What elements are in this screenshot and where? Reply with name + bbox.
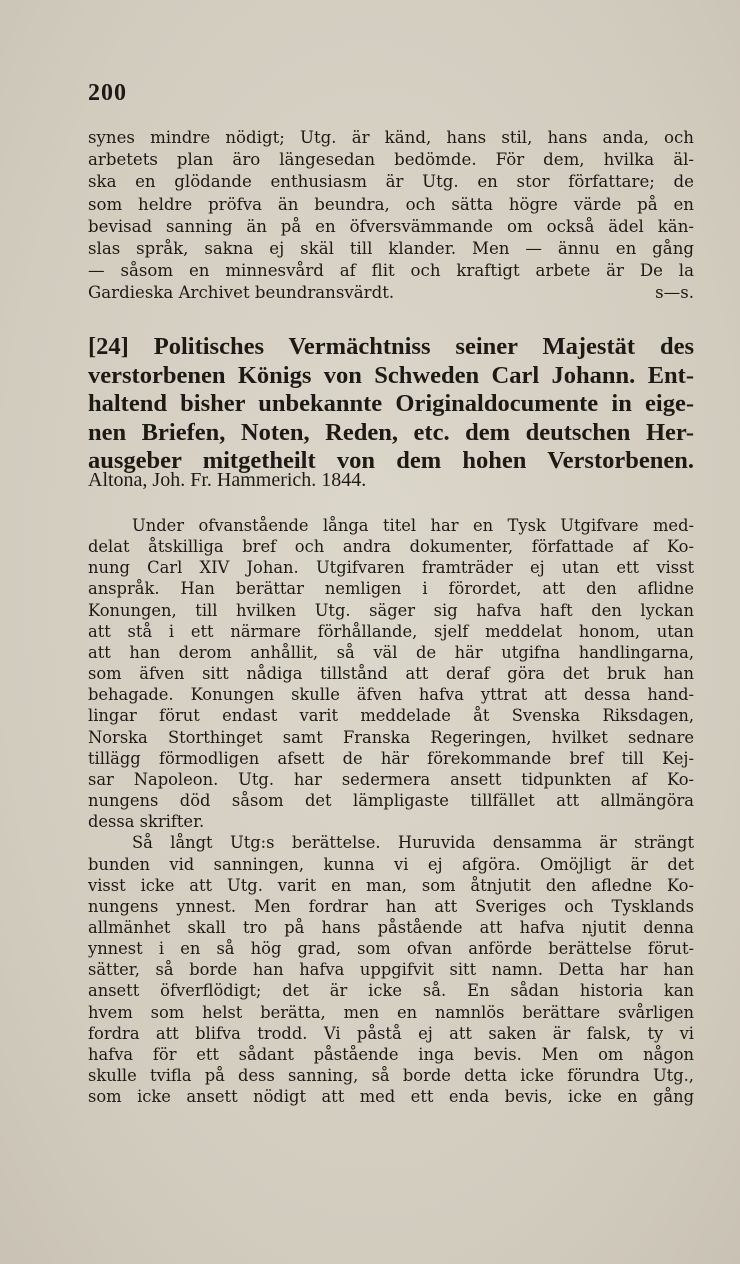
body-line: ynnest i en så hög grad, som ofvan anförde berättelse förut- [88, 939, 694, 959]
body-line: delat åtskilliga bref och andra dokumenter, författade af Ko- [88, 537, 694, 557]
imprint-line: Altona, Joh. Fr. Hammerich. 1844. [88, 469, 367, 491]
heading-line: verstorbenen Königs von Schweden Carl Johann. Ent- [88, 361, 694, 389]
review-line: synes mindre nödigt; Utg. är känd, hans stil, hans anda, och [88, 128, 694, 147]
body-line: nung Carl XIV Johan. Utgifvaren framträder ej utan ett visst [88, 558, 694, 578]
body-line: som äfven sitt nådiga tillstånd att deraf göra det bruk han [88, 664, 694, 684]
heading-line: [24] Politisches Vermächtniss seiner Majestät des [88, 333, 694, 360]
review-line: arbetets plan äro längesedan bedömde. För dem, hvilka äl- [88, 150, 694, 170]
body-line: Så långt Utg:s berättelse. Huruvida densamma är strängt [132, 833, 694, 853]
body-line: allmänhet skall tro på hans påstående att hafva njutit denna [88, 917, 694, 937]
body-line: hafva för ett sådant påstående inga bevis. Men om någon [88, 1044, 694, 1064]
body-line: Under ofvanstående långa titel har en Tysk Utgifvare med- [132, 516, 694, 535]
review-signature: s—s. [655, 283, 694, 303]
body-line: Norska Storthinget samt Franska Regeringen, hvilket sednare [88, 727, 694, 747]
review-line: ska en glödande enthusiasm är Utg. en stor författare; de [88, 172, 694, 192]
review-line: slas språk, sakna ej skäl till klander. Men — ännu en gång [88, 239, 694, 259]
heading-line: haltend bisher unbekannte Originaldocumente in eige- [88, 390, 694, 418]
review-continuation [88, 127, 694, 305]
entry-heading [88, 333, 694, 476]
review-line: bevisad sanning än på en öfversvämmande om också ädel kän- [88, 216, 694, 236]
body-line: sätter, så borde han hafva uppgifvit sitt namn. Detta har han [88, 960, 694, 980]
review-line: — såsom en minnesvård af flit och kraftigt arbete är De la [88, 261, 694, 281]
body-text [88, 515, 694, 1107]
body-line: bunden vid sanningen, kunna vi ej afgöra. Omöjligt är det [88, 854, 694, 874]
body-line: anspråk. Han berättar nemligen i förordet, att den aflidne [88, 579, 694, 599]
body-line: visst icke att Utg. varit en man, som åtnjutit den afledne Ko- [88, 875, 694, 895]
body-line: dessa skrifter. [88, 812, 205, 832]
body-line: att stå i ett närmare förhållande, sjelf meddelat honom, utan [88, 621, 694, 641]
review-last-line [88, 282, 694, 304]
body-line: ansett öfverflödigt; det är icke så. En sådan historia kan [88, 981, 694, 1001]
review-last-text: Gardieska Archivet beundransvärdt. [88, 283, 395, 303]
body-line: sar Napoleon. Utg. har sedermera ansett tidpunkten af Ko- [88, 769, 694, 789]
body-line: nungens ynnest. Men fordrar han att Sveriges och Tysklands [88, 896, 694, 916]
body-line: skulle tvifla på dess sanning, så borde detta icke förundra Utg., [88, 1066, 694, 1086]
body-line: nungens död såsom det lämpligaste tillfället att allmängöra [88, 791, 694, 811]
body-line: hvem som helst berätta, men en namnlös berättare svårligen [88, 1002, 694, 1022]
review-line: som heldre pröfva än beundra, och sätta högre värde på en [88, 194, 694, 214]
body-line: att han derom anhållit, så väl de här utgifna handlingarna, [88, 642, 694, 662]
body-line: som icke ansett nödigt att med ett enda bevis, icke en gång [88, 1087, 694, 1107]
body-line: Konungen, till hvilken Utg. säger sig hafva haft den lyckan [88, 600, 694, 620]
page-number: 200 [88, 80, 127, 106]
body-line: tillägg förmodligen afsett de här förekommande bref till Kej- [88, 748, 694, 768]
heading-line: nen Briefen, Noten, Reden, etc. dem deutschen Her- [88, 418, 694, 446]
body-line: fordra att blifva trodd. Vi påstå ej att saken är falsk, ty vi [88, 1023, 694, 1043]
body-line: lingar förut endast varit meddelade åt Svenska Riksdagen, [88, 706, 694, 726]
heading-line: ausgeber mitgetheilt von dem hohen Verstorbenen. [88, 447, 694, 475]
body-line: behagade. Konungen skulle äfven hafva yttrat att dessa hand- [88, 685, 694, 705]
